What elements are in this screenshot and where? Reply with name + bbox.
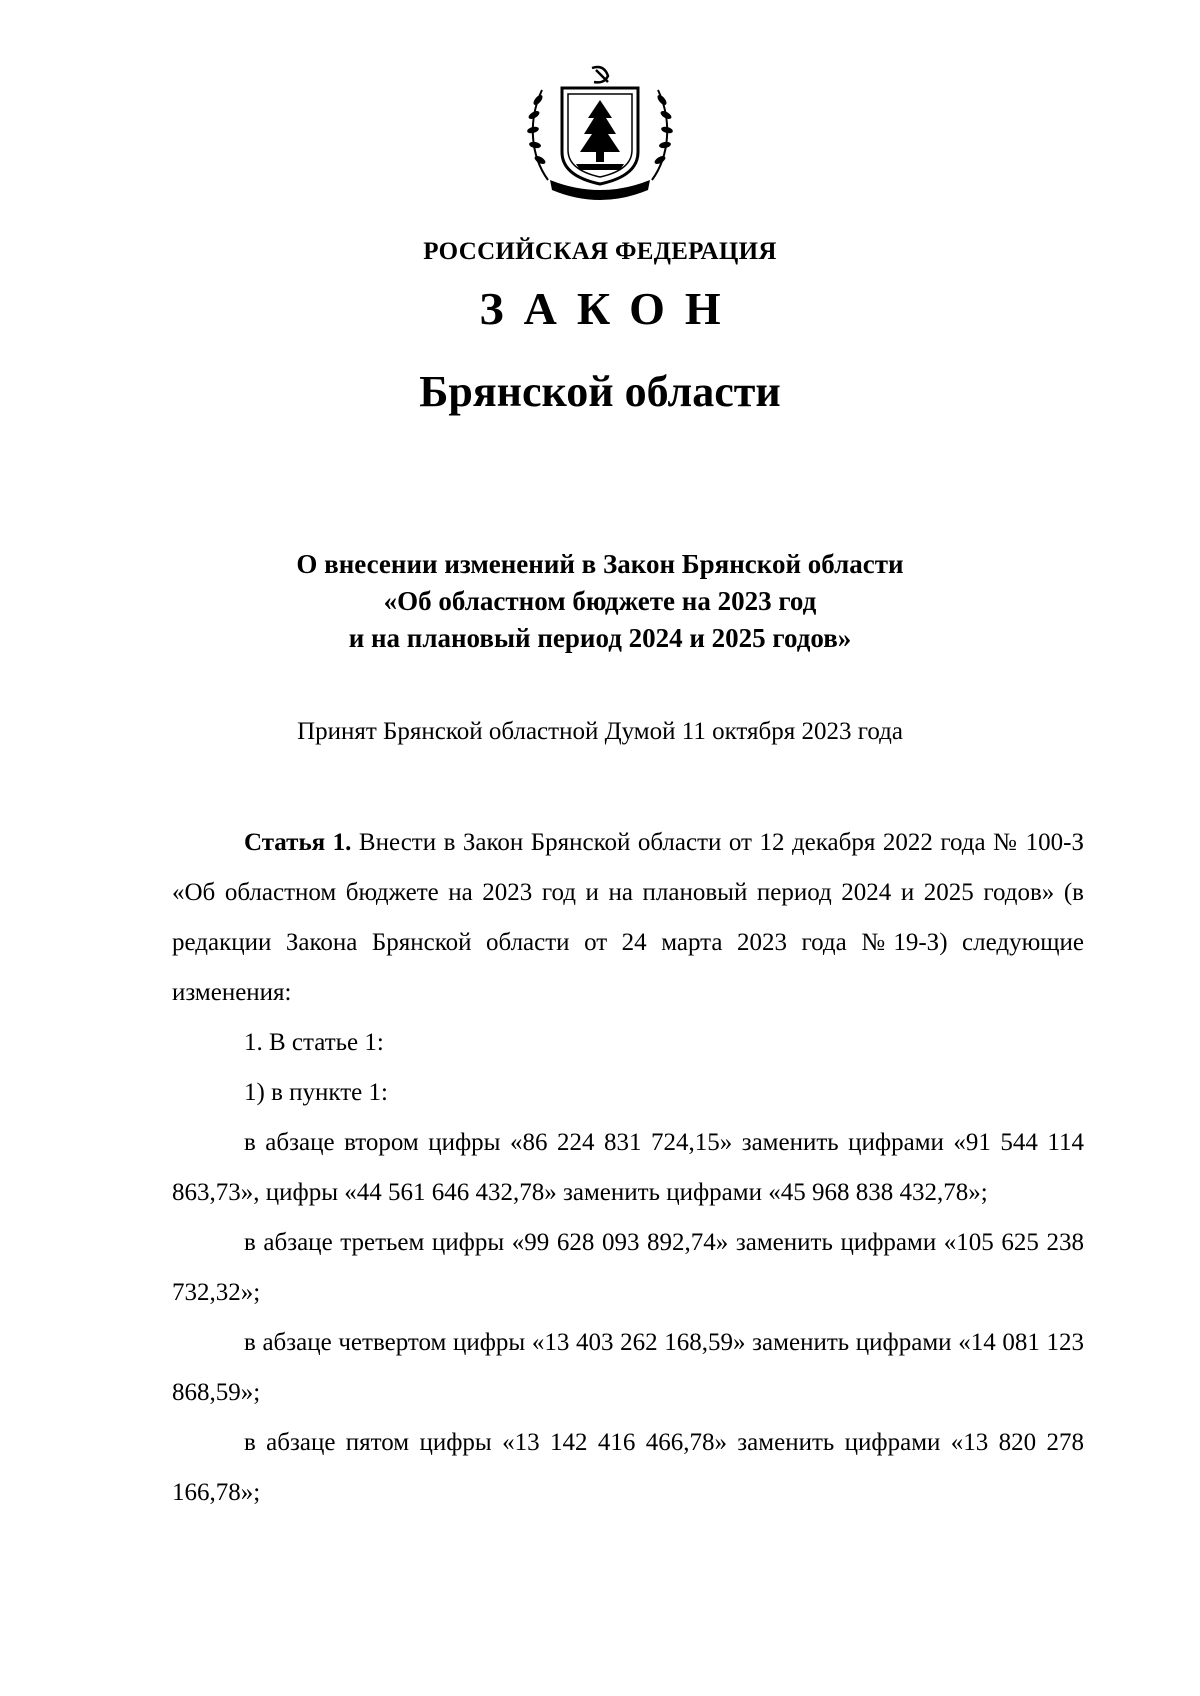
amendment-item: в абзаце пятом цифры «13 142 416 466,78» заменить цифрами «13 820 278 166,78»;: [172, 1429, 1084, 1506]
article-1-paragraph: [172, 818, 1084, 1018]
article-heading: Статья 1.: [244, 829, 352, 856]
law-title: [0, 546, 1200, 657]
document-type: ЗАКОН: [479, 283, 741, 334]
article-text: Внести в Закон Брянской области от 12 декабря 2022 года № 100-З «Об областном бюджете на 2023 год и на плановый период 2024 и 2025 годов» (в редакции Закона Брянской области от 24 марта 2023 года №19-З) следующие изменения:: [172, 829, 1084, 1006]
law-title-line: «Об областном бюджете на 2023 год: [383, 586, 817, 616]
amendment-item: в абзаце четвертом цифры «13 403 262 168,59» заменить цифрами «14 081 123 868,59»;: [172, 1329, 1084, 1406]
region-name: Брянской области: [419, 367, 781, 416]
amendment-item: в абзаце третьем цифры «99 628 093 892,74» заменить цифрами «105 625 238 732,32»;: [172, 1229, 1084, 1306]
adoption-note: Принят Брянской областной Думой 11 октября 2023 года: [297, 718, 903, 745]
country-name: РОССИЙСКАЯ ФЕДЕРАЦИЯ: [423, 238, 777, 265]
amendment-item: 1) в пункте 1:: [244, 1079, 388, 1106]
law-title-line: О внесении изменений в Закон Брянской области: [296, 549, 904, 579]
law-body: [172, 818, 1084, 1518]
coat-of-arms-emblem: [520, 60, 680, 208]
amendment-item: 1. В статье 1:: [244, 1029, 384, 1056]
amendment-item: в абзаце втором цифры «86 224 831 724,15» заменить цифрами «91 544 114 863,73», цифры «44 561 646 432,78» заменить цифрами «45 968 838 432,78»;: [172, 1129, 1084, 1206]
law-title-line: и на плановый период 2024 и 2025 годов»: [348, 623, 852, 653]
